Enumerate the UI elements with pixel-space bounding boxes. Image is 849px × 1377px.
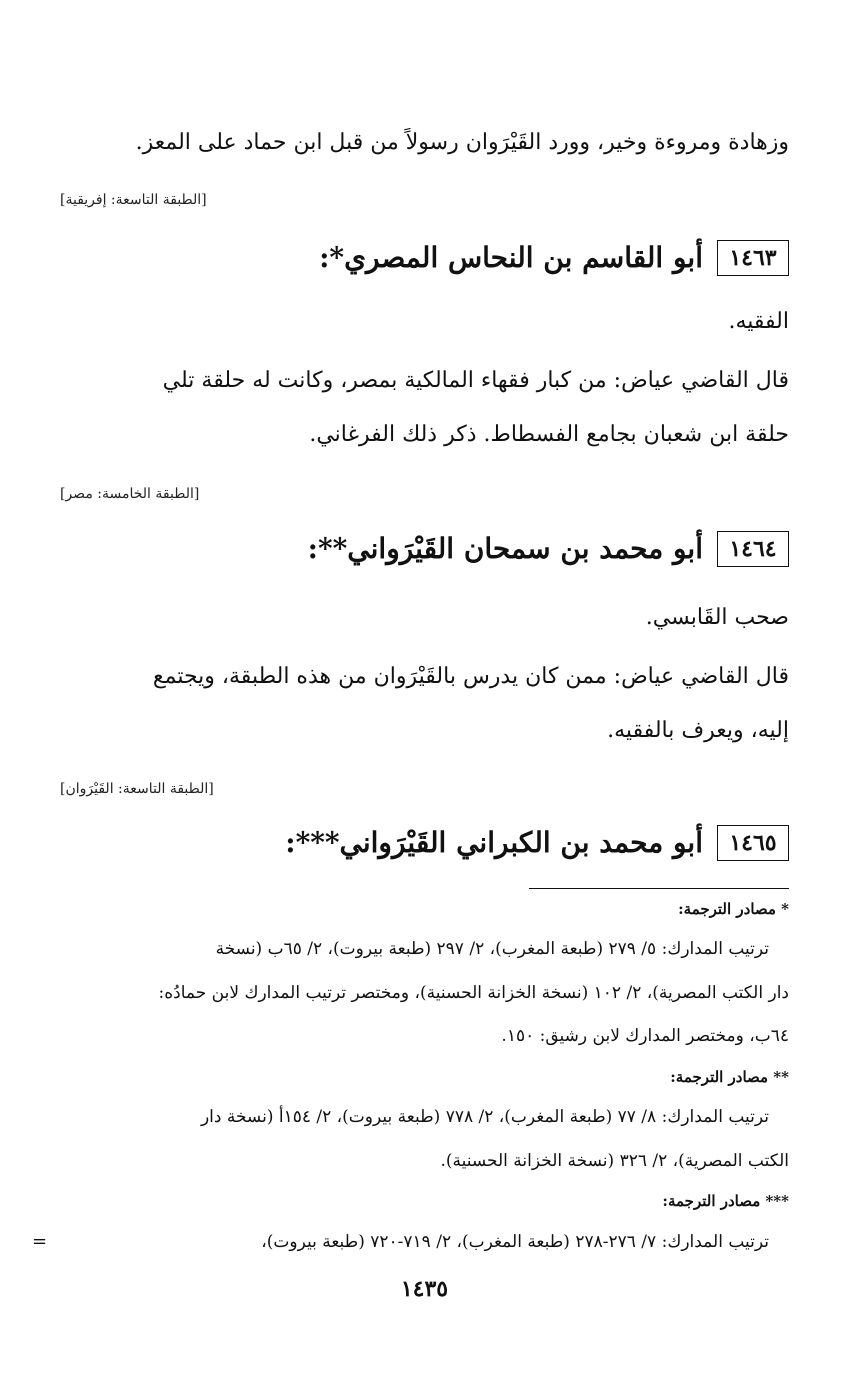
tabaqa-label: [الطبقة الخامسة: مصر] bbox=[60, 486, 200, 502]
text-line: الفقيه. bbox=[728, 309, 789, 334]
footnote-line: الكتب المصرية)، ٢/ ٣٢٦ (نسخة الخزانة الحسنية). bbox=[440, 1151, 789, 1171]
page-number: ١٤٣٥ bbox=[400, 1276, 449, 1302]
footnote-separator bbox=[529, 888, 789, 889]
entry-heading-1464 bbox=[60, 531, 789, 567]
continuation-mark: = bbox=[32, 1231, 48, 1252]
entry-number: ١٤٦٥ bbox=[717, 825, 789, 861]
footnote-heading: *** مصادر الترجمة: bbox=[662, 1192, 789, 1210]
entry-number: ١٤٦٤ bbox=[717, 531, 789, 567]
text-line: قال القاضي عياض: ممن كان يدرس بالقَيْرَوان من هذه الطبقة، ويجتمع bbox=[152, 664, 789, 689]
footnote-line: ترتيب المدارك: ٨/ ٧٧ (طبعة المغرب)، ٢/ ٧٧٨ (طبعة بيروت)، ٢/ ١٥٤أ (نسخة دار bbox=[200, 1107, 769, 1127]
entry-number: ١٤٦٣ bbox=[717, 240, 789, 276]
text-line: وزهادة ومروءة وخير، وورد القَيْرَوان رسولاً من قبل ابن حماد على المعز. bbox=[135, 130, 789, 155]
footnote-line: ترتيب المدارك: ٧/ ٢٧٦-٢٧٨ (طبعة المغرب)، ٢/ ٧١٩-٧٢٠ (طبعة بيروت)، bbox=[261, 1232, 769, 1252]
tabaqa-label: [الطبقة التاسعة: القَيْرَوان] bbox=[60, 781, 214, 797]
text-line: قال القاضي عياض: من كبار فقهاء المالكية بمصر، وكانت له حلقة تلي bbox=[162, 368, 789, 393]
entry-title: أبو محمد بن سمحان القَيْرَواني**: bbox=[307, 532, 703, 565]
footnote-line: دار الكتب المصرية)، ٢/ ١٠٢ (نسخة الخزانة الحسنية)، ومختصر ترتيب المدارك لابن حمادُه: bbox=[158, 983, 789, 1003]
footnote-line: ترتيب المدارك: ٥/ ٢٧٩ (طبعة المغرب)، ٢/ ٢٩٧ (طبعة بيروت)، ٢/ ٦٥ب (نسخة bbox=[215, 939, 769, 959]
entry-heading-1463 bbox=[60, 240, 789, 276]
entry-heading-1465 bbox=[60, 825, 789, 861]
footnote-heading: ** مصادر الترجمة: bbox=[670, 1068, 789, 1086]
footnote-heading: * مصادر الترجمة: bbox=[678, 900, 789, 918]
text-line: صحب القَابسي. bbox=[645, 605, 789, 630]
footnote-line: ٦٤ب، ومختصر المدارك لابن رشيق: ١٥٠. bbox=[501, 1026, 789, 1046]
entry-title: أبو القاسم بن النحاس المصري*: bbox=[319, 241, 703, 274]
tabaqa-label: [الطبقة التاسعة: إفريقية] bbox=[60, 192, 207, 208]
entry-title: أبو محمد بن الكبراني القَيْرَواني***: bbox=[285, 826, 703, 859]
text-line: حلقة ابن شعبان بجامع الفسطاط. ذكر ذلك الفرغاني. bbox=[309, 422, 789, 447]
text-line: إليه، ويعرف بالفقيه. bbox=[607, 718, 789, 743]
